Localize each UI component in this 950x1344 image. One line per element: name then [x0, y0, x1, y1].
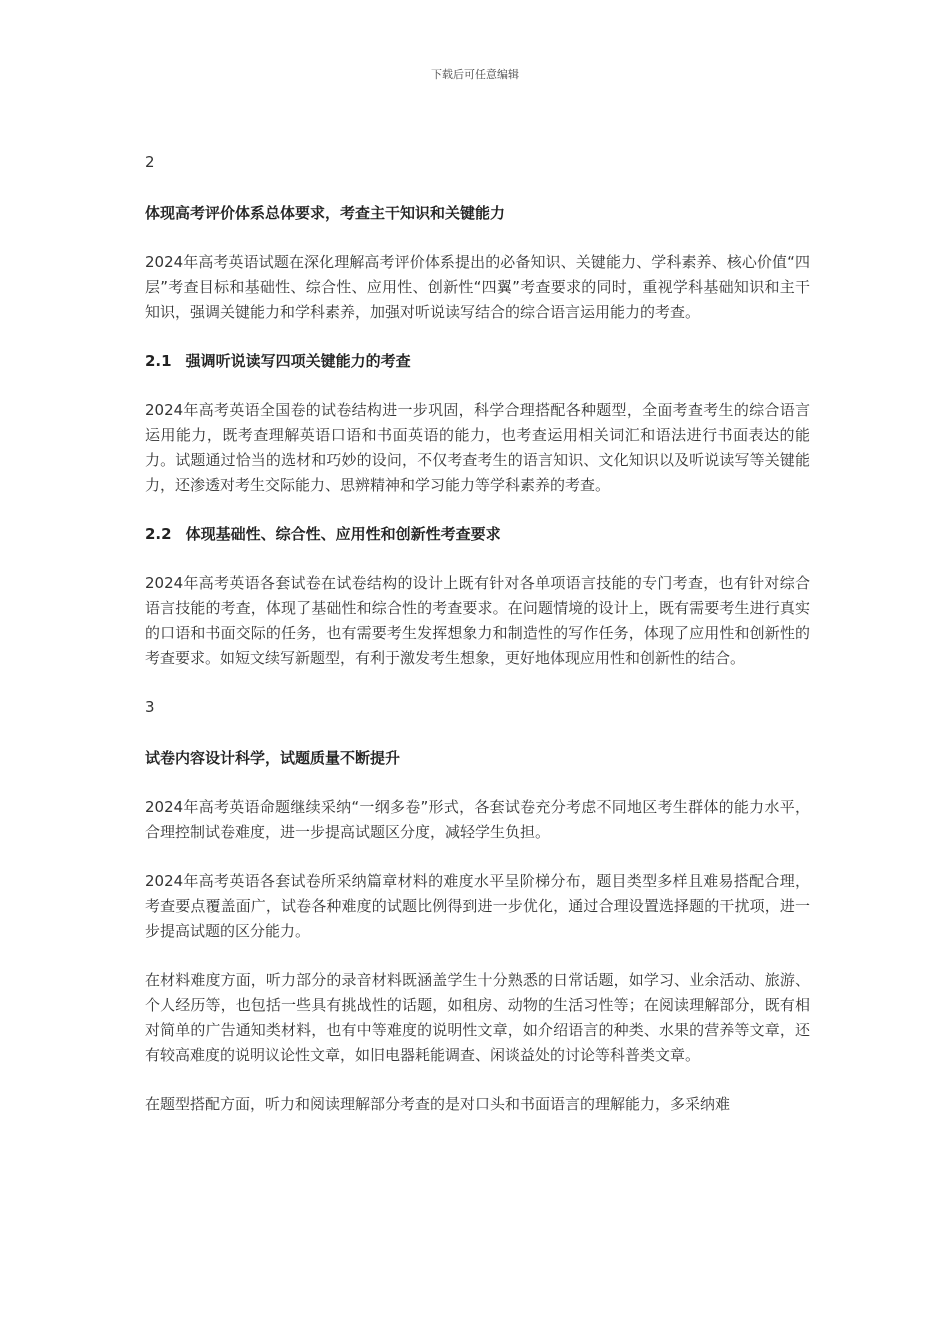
- subsection-paragraph: 2024年高考英语各套试卷在试卷结构的设计上既有针对各单项语言技能的专门考查，也有针对综合语言技能的考查，体现了基础性和综合性的考查要求。在问题情境的设计上，既有需要考生进行真实的口语和书面交际的任务，也有需要考生发挥想象力和制造性的写作任务，体现了应用性和创新性的考查要求。如短文续写新题型，有利于激发考生想象，更好地体现应用性和创新性的结合。: [145, 574, 810, 667]
- section-number: 2: [145, 153, 155, 171]
- body-paragraph: 2024年高考英语各套试卷所采纳篇章材料的难度水平呈阶梯分布，题目类型多样且难易搭配合理，考查要点覆盖面广，试卷各种难度的试题比例得到进一步优化，通过合理设置选择题的干扰项，进一步提高试题的区分能力。: [145, 872, 810, 940]
- section-heading: 试卷内容设计科学，试题质量不断提升: [145, 749, 401, 767]
- subsection-title: 强调听说读写四项关键能力的考查: [185, 352, 411, 370]
- subsection-heading: [145, 349, 810, 374]
- section-intro-paragraph: 2024年高考英语试题在深化理解高考评价体系提出的必备知识、关键能力、学科素养、核心价值“四层”考查目标和基础性、综合性、应用性、创新性“四翼”考查要求的同时，重视学科基础知识和主干知识，强调关键能力和学科素养，加强对听说读写结合的综合语言运用能力的考查。: [145, 253, 810, 321]
- subsection-title: 体现基础性、综合性、应用性和创新性考查要求: [185, 525, 501, 543]
- body-paragraph: 在材料难度方面，听力部分的录音材料既涵盖学生十分熟悉的日常话题，如学习、业余活动、旅游、个人经历等，也包括一些具有挑战性的话题，如租房、动物的生活习性等；在阅读理解部分，既有相对简单的广告通知类材料，也有中等难度的说明性文章，如介绍语言的种类、水果的营养等文章，还有较高难度的说明议论性文章，如旧电器耗能调查、闲谈益处的讨论等科普类文章。: [145, 971, 810, 1064]
- subsection-number: 2.1: [145, 352, 172, 370]
- subsection-number: 2.2: [145, 525, 172, 543]
- document-body: [145, 150, 810, 1141]
- subsection-heading: [145, 522, 810, 547]
- subsection-paragraph: 2024年高考英语全国卷的试卷结构进一步巩固，科学合理搭配各种题型，全面考查考生的综合语言运用能力，既考查理解英语口语和书面英语的能力，也考查运用相关词汇和语法进行书面表达的能力。试题通过恰当的选材和巧妙的设问，不仅考查考生的语言知识、文化知识以及听说读写等关键能力，还渗透对考生交际能力、思辨精神和学习能力等学科素养的考查。: [145, 401, 810, 494]
- section-heading: 体现高考评价体系总体要求，考查主干知识和关键能力: [145, 204, 506, 222]
- body-paragraph: 在题型搭配方面，听力和阅读理解部分考查的是对口头和书面语言的理解能力，多采纳难: [145, 1095, 731, 1113]
- section-number: 3: [145, 698, 155, 716]
- header-note: 下载后可任意编辑: [431, 68, 519, 81]
- body-paragraph: 2024年高考英语命题继续采纳“一纲多卷”形式，各套试卷充分考虑不同地区考生群体的能力水平，合理控制试卷难度，进一步提高试题区分度，减轻学生负担。: [145, 798, 810, 841]
